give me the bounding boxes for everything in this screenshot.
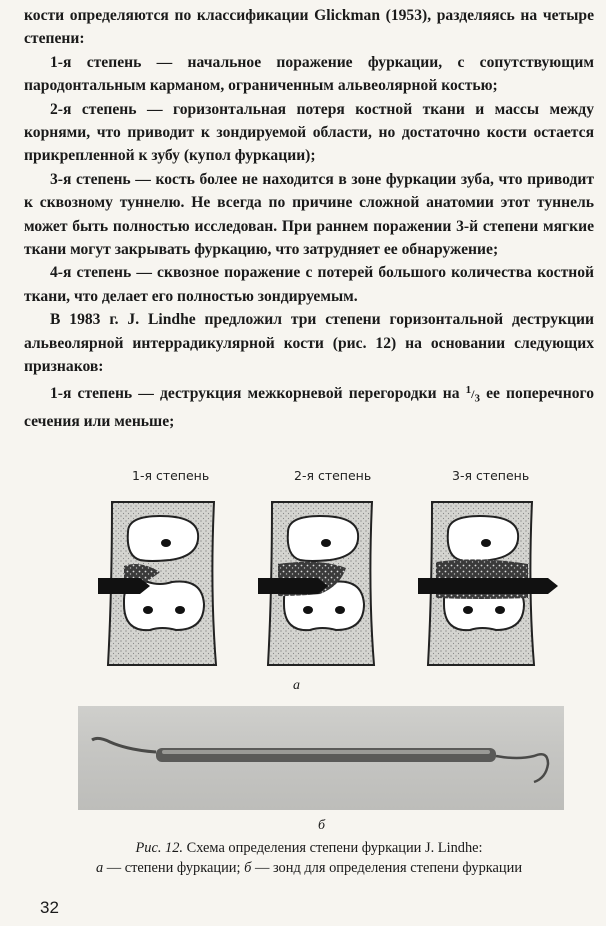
degree-label-3: 3-я степень: [452, 468, 530, 483]
paragraph-degree-3: 3-я степень — кость более не находится в зоне фуркации зуба, что приводит к сквозному туннелю. Не всегда по причине сложной анатомии этот туннель может быть полностью исследован. При раннем поражении 3-й степени мягкие ткани могут закрывать фуркацию, что затрудняет ее обнаружение;: [24, 170, 594, 259]
tooth-degree-1: [98, 502, 216, 665]
paragraph-lindhe-degree-1: 1-я степень — деструкция межкорневой перегородки на $^1/_3$ ее поперечного сечения или меньше;: [24, 383, 594, 431]
paragraph-degree-2: 2-я степень — горизонтальная потеря костной ткани и массы между корнями, что приводит к зондируемой области, но достаточно кости остается прикрепленной к зубу (купол фуркации);: [24, 100, 594, 165]
tooth-degree-3: [418, 502, 558, 665]
periodontal-probe-icon: [78, 706, 564, 810]
degree-label-1: 1-я степень: [132, 468, 210, 483]
degree-label-2: 2-я степень: [294, 468, 372, 483]
paragraph-1: кости определяются по классификации Glickman (1953), разделяясь на четыре степени:: [24, 7, 594, 48]
tooth-degree-2: [258, 502, 374, 665]
paragraph-lindhe: В 1983 г. J. Lindhe предложил три степени горизонтальной деструкции альвеолярной интеррадикулярной кости (рис. 12) на основании следующих признаков:: [24, 311, 594, 376]
page-number: 32: [40, 898, 59, 917]
paragraph-degree-4: 4-я степень — сквозное поражение с потерей большого количества костной ткани, что делает его полностью зондируемым.: [24, 264, 594, 305]
sublabel-a: а: [293, 678, 300, 693]
paragraph-degree-1: 1-я степень — начальное поражение фуркации, с сопутствующим пародонтальным карманом, ограниченным альвеолярной костью;: [24, 53, 594, 95]
fraction-one-third: $^1/_3$: [465, 383, 480, 404]
probe-photo: [78, 706, 564, 810]
sublabel-b: б: [318, 818, 326, 833]
figure-caption: Рис. 12. Схема определения степени фуркации J. Lindhe: а — степени фуркации; б — зонд для определения степени фуркации: [95, 840, 523, 876]
